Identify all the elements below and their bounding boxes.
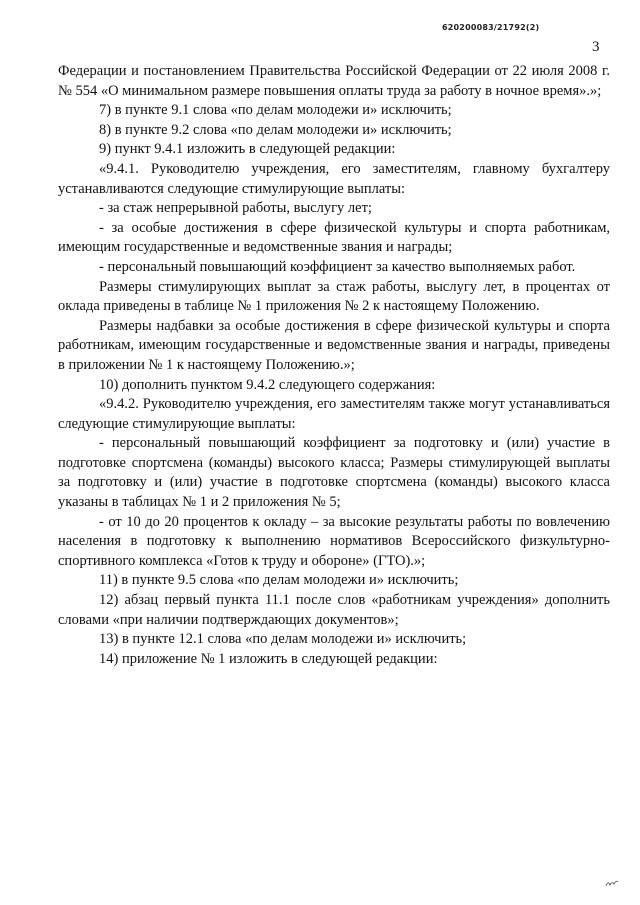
initials-mark	[605, 878, 619, 888]
list-item-achievements: - за особые достижения в сфере физической культуры и спорта работникам, имеющим государственные и ведомственные звания и награды;	[58, 219, 610, 256]
paragraph-continuation: Федерации и постановлением Правительства Российской Федерации от 22 июля 2008 г. № 554 «О минимальном размере повышения оплаты труда за работу в ночное время».»;	[58, 63, 610, 99]
paragraph-seniority-sizes: Размеры стимулирующих выплат за стаж работы, выслугу лет, в процентах от оклада приведены в таблице № 1 приложения № 2 к настоящему Положению.	[58, 278, 610, 315]
paragraph-item-10: 10) дополнить пунктом 9.4.2 следующего содержания:	[99, 376, 436, 393]
paragraph-item-13: 13) в пункте 12.1 слова «по делам молодежи и» исключить;	[99, 631, 467, 648]
paragraph-item-11: 11) в пункте 9.5 слова «по делам молодежи и» исключить;	[99, 572, 459, 589]
document-code: 620200083/21792(2)	[442, 23, 540, 32]
page-number: 3	[592, 39, 600, 55]
paragraph-item-9: 9) пункт 9.4.1 изложить в следующей редакции:	[99, 141, 396, 158]
paragraph-bonus-sizes: Размеры надбавки за особые достижения в сфере физической культуры и спорта работникам, имеющим государственные и ведомственные звания и награды, приведены в приложении № 1 к настоящему Положению.»;	[58, 317, 610, 373]
document-body	[58, 62, 610, 669]
paragraph-clause-9-4-2: «9.4.2. Руководителю учреждения, его заместителям также могут устанавливаться следующие стимулирующие выплаты:	[58, 396, 610, 432]
list-item-quality-coefficient: - персональный повышающий коэффициент за качество выполняемых работ.	[99, 258, 576, 275]
list-item-athlete-training: - персональный повышающий коэффициент за подготовку и (или) участие в подготовке спортсмена (команды) высокого класса; Размеры стимулирующей выплаты за подготовку и (или) участие в подготовке спортсмена (команды) высокого класса указаны в таблицах № 1 и 2 приложения № 5;	[58, 435, 610, 511]
list-item-gto-bonus: - от 10 до 20 процентов к окладу – за высокие результаты работы по вовлечению населения в подготовку к выполнению нормативов Всероссийского физкультурно-спортивного комплекса «Готов к труду и обороне» (ГТО).»;	[58, 513, 610, 569]
paragraph-item-8: 8) в пункте 9.2 слова «по делам молодежи и» исключить;	[99, 121, 452, 138]
paragraph-item-14: 14) приложение № 1 изложить в следующей редакции:	[99, 650, 438, 667]
paragraph-item-7: 7) в пункте 9.1 слова «по делам молодежи и» исключить;	[99, 102, 452, 119]
paragraph-clause-9-4-1: «9.4.1. Руководителю учреждения, его заместителям, главному бухгалтеру устанавливаются следующие стимулирующие выплаты:	[58, 160, 610, 197]
list-item-seniority: - за стаж непрерывной работы, выслугу лет;	[99, 200, 372, 217]
paragraph-item-12: 12) абзац первый пункта 11.1 после слов «работникам учреждения» дополнить словами «при наличии подтверждающих документов»;	[58, 592, 610, 628]
